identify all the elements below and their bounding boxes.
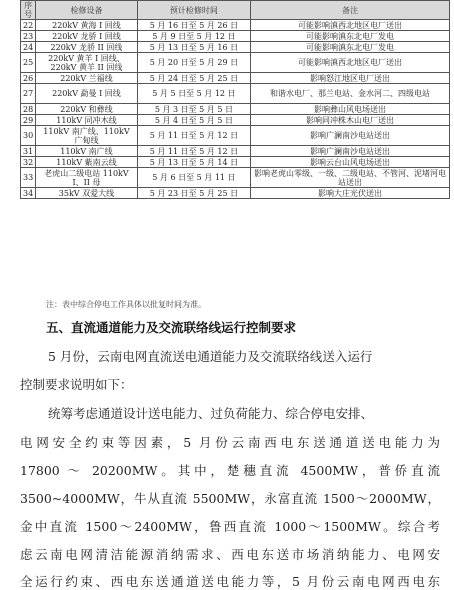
paragraph-line: 统筹考虑通道设计送电能力、过负荷能力、综合停电安排、	[48, 406, 374, 421]
cell-equipment: 110kV 同冲木线	[36, 115, 138, 126]
table-row	[21, 188, 450, 199]
cell-no: 30	[21, 126, 36, 146]
cell-remark: 可能影响滇东北电厂发电	[251, 31, 450, 42]
cell-time: 5 月 13 日至 5 月 16 日	[137, 42, 250, 53]
cell-remark: 和谐水电厂、那兰电站、金水河二、四级电站	[251, 84, 450, 104]
table-row	[21, 168, 450, 188]
table-row	[21, 157, 450, 168]
header-no: 序号	[21, 1, 36, 20]
paragraph-line: 17800 ～ 20200MW。其中，楚穗直流 4500MW，普侨直流	[20, 463, 440, 478]
cell-equipment: 220kV 兰福线	[36, 73, 138, 84]
cell-time: 5 月 4 日至 5 月 5 日	[137, 115, 250, 126]
cell-equipment: 110kV 紫南云线	[36, 157, 138, 168]
table-row	[21, 20, 450, 31]
table-row	[21, 115, 450, 126]
cell-remark: 影响广澜南沙电站送出	[251, 146, 450, 157]
maintenance-table	[20, 0, 450, 199]
header-time: 预计检修时间	[137, 1, 250, 20]
cell-remark: 可能影响滇西北地区电厂送出	[251, 53, 450, 73]
cell-equipment: 220kV 勐曼 I 回线	[36, 84, 138, 104]
cell-no: 29	[21, 115, 36, 126]
paragraph-line: 全运行约束、西电东送通道送电能力等，5 月份云南电网西电东	[20, 574, 440, 589]
cell-time: 5 月 16 日至 5 月 26 日	[137, 20, 250, 31]
cell-no: 32	[21, 157, 36, 168]
table-row	[21, 126, 450, 146]
table-row	[21, 73, 450, 84]
table-note: 注：表中综合停电工作具体以批复时间为准。	[46, 300, 206, 309]
table-row	[21, 146, 450, 157]
cell-no: 34	[21, 188, 36, 199]
cell-equipment: 220kV 和彝线	[36, 104, 138, 115]
paragraph-line: 3500~4000MW，牛从直流 5500MW，永富直流 1500～2000MW，	[20, 491, 440, 506]
cell-time: 5 月 6 日至 5 月 11 日	[137, 168, 250, 188]
section-heading: 五、直流通道能力及交流联络线运行控制要求	[46, 320, 297, 335]
cell-no: 27	[21, 84, 36, 104]
cell-remark: 影响怒江地区电厂送出	[251, 73, 450, 84]
cell-equipment: 220kV 龙骄 II 回线	[36, 42, 138, 53]
cell-no: 25	[21, 53, 36, 73]
paragraph-line: 电网安全约束等因素，5 月份云南西电东送通道送电能力为	[20, 435, 440, 450]
cell-no: 28	[21, 104, 36, 115]
paragraph-line: 虑云南电网清洁能源消纳需求、西电东送市场消纳能力、电网安	[20, 547, 440, 562]
cell-remark: 影响广澜南沙电站送出	[251, 126, 450, 146]
cell-time: 5 月 9 日至 5 月 12 日	[137, 31, 250, 42]
cell-no: 33	[21, 168, 36, 188]
cell-equipment: 220kV 龙骄 I 回线	[36, 31, 138, 42]
cell-remark: 影响彝山风电场送出	[251, 104, 450, 115]
cell-remark: 影响老虎山零级、一级、二级电站、不管河、泥堵河电站送出	[251, 168, 450, 188]
table-row	[21, 31, 450, 42]
cell-remark: 影响大庄光伏送出	[251, 188, 450, 199]
table-row	[21, 53, 450, 73]
cell-time: 5 月 3 日至 5 月 5 日	[137, 104, 250, 115]
cell-time: 5 月 11 日至 5 月 12 日	[137, 126, 250, 146]
header-equipment: 检修设备	[36, 1, 138, 20]
cell-equipment: 35kV 双爱大线	[36, 188, 138, 199]
table-row	[21, 42, 450, 53]
cell-time: 5 月 20 日至 5 月 29 日	[137, 53, 250, 73]
paragraph-line: 控制要求说明如下：	[20, 377, 133, 392]
cell-time: 5 月 13 日至 5 月 14 日	[137, 157, 250, 168]
cell-remark: 影响同冲株木山电厂送出	[251, 115, 450, 126]
header-remark: 备注	[251, 1, 450, 20]
cell-equipment: 老虎山二级电站 110kV I、II 母	[36, 168, 138, 188]
cell-no: 26	[21, 73, 36, 84]
cell-equipment: 220kV 黄羊 I 回线、220kV 黄羊 II 回线	[36, 53, 138, 73]
paragraph-line: 金中直流 1500～2400MW，鲁西直流 1000～1500MW。综合考	[20, 519, 440, 534]
table-header-row	[21, 1, 450, 20]
table-row	[21, 104, 450, 115]
cell-time: 5 月 11 日至 5 月 12 日	[137, 146, 250, 157]
cell-no: 22	[21, 20, 36, 31]
cell-equipment: 110kV 南广线、110kV 广甸线	[36, 126, 138, 146]
cell-time: 5 月 24 日至 5 月 25 日	[137, 73, 250, 84]
cell-time: 5 月 5 日至 5 月 12 日	[137, 84, 250, 104]
cell-remark: 可能影响滇西北地区电厂送出	[251, 20, 450, 31]
cell-no: 23	[21, 31, 36, 42]
cell-equipment: 220kV 黄海 I 回线	[36, 20, 138, 31]
cell-remark: 影响云台山风电场送出	[251, 157, 450, 168]
cell-time: 5 月 23 日至 5 月 25 日	[137, 188, 250, 199]
table-row	[21, 84, 450, 104]
cell-equipment: 110kV 南广线	[36, 146, 138, 157]
cell-remark: 可能影响滇东北电厂发电	[251, 42, 450, 53]
cell-no: 24	[21, 42, 36, 53]
cell-no: 31	[21, 146, 36, 157]
paragraph-line: 5 月份，云南电网直流送电通道能力及交流联络线送入运行	[48, 349, 373, 364]
